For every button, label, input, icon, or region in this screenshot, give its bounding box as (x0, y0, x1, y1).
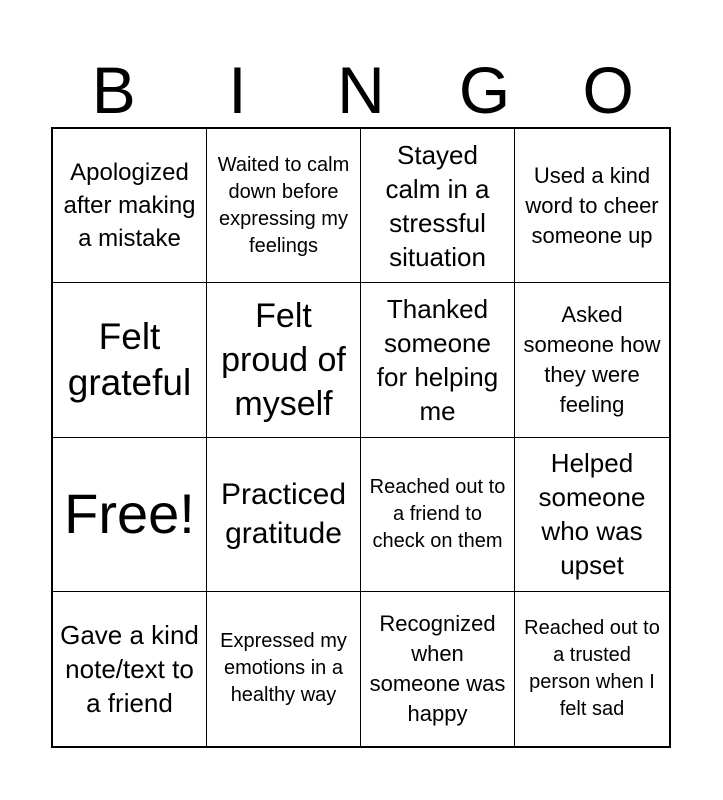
cell-text: Used a kind word to cheer someone up (525, 162, 659, 248)
bingo-cell[interactable] (361, 129, 515, 283)
cell-text: Helped someone who was upset (538, 448, 646, 581)
free-space-cell[interactable] (53, 438, 207, 592)
cell-text: Reached out to a trusted person when I felt sad (524, 616, 660, 720)
cell-text: Waited to calm down before expressing my feelings (217, 153, 350, 257)
cell-text: Recognized when someone was happy (369, 610, 506, 726)
cell-text: Stayed calm in a stressful situation (385, 139, 490, 272)
cell-text: Gave a kind note/text to a friend (60, 619, 199, 718)
bingo-cell[interactable] (515, 129, 669, 283)
free-space-text: Free! (64, 482, 195, 546)
bingo-cell[interactable] (361, 283, 515, 437)
header-letter-g: G (458, 53, 511, 127)
header-letter-n: N (337, 53, 385, 127)
bingo-cell[interactable] (515, 592, 669, 746)
cell-text: Felt proud of myself (221, 296, 346, 423)
bingo-cell[interactable] (53, 283, 207, 437)
bingo-cell[interactable] (515, 283, 669, 437)
cell-text: Practiced gratitude (220, 478, 347, 551)
cell-text: Asked someone how they were feeling (523, 301, 661, 417)
bingo-cell[interactable] (53, 592, 207, 746)
bingo-cell[interactable] (207, 283, 361, 437)
header-letter-o: O (582, 53, 634, 127)
bingo-cell[interactable] (361, 592, 515, 746)
header-letter-i: I (228, 53, 247, 127)
bingo-header (52, 52, 670, 128)
cell-text: Felt grateful (67, 315, 192, 403)
bingo-board (51, 127, 671, 748)
cell-text: Reached out to a friend to check on them (369, 475, 506, 552)
bingo-cell[interactable] (207, 129, 361, 283)
bingo-cell[interactable] (53, 129, 207, 283)
header-letter-b: B (91, 53, 136, 127)
bingo-cell[interactable] (207, 592, 361, 746)
cell-text: Expressed my emotions in a healthy way (220, 630, 347, 707)
bingo-cell[interactable] (361, 438, 515, 592)
cell-text: Thanked someone for helping me (376, 293, 499, 426)
bingo-cell[interactable] (207, 438, 361, 592)
cell-text: Apologized after making a mistake (63, 159, 196, 253)
bingo-cell[interactable] (515, 438, 669, 592)
